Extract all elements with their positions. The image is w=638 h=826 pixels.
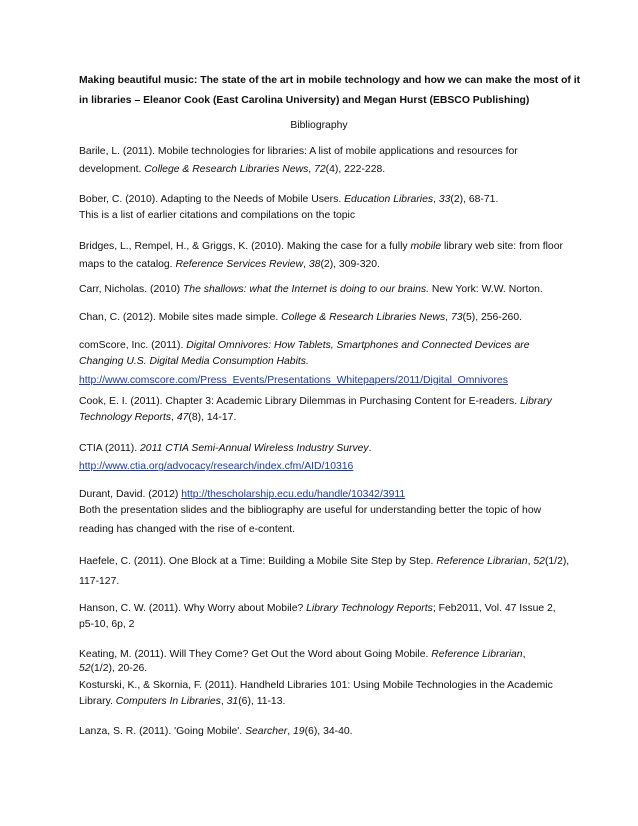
- durant-link[interactable]: http://thescholarship.ecu.edu/handle/10342/3911: [181, 489, 406, 500]
- ctia-link[interactable]: http://www.ctia.org/advocacy/research/index.cfm/AID/10316: [79, 461, 354, 473]
- document-title: [79, 71, 579, 111]
- citation-comscore: comScore, Inc. (2011). Digital Omnivores: How Tablets, Smartphones and Connected Devices are Changing U.S. Digital Media Consumption Habits. http://www.comscore.com/Press_Events/Presentations_Whitepapers/2011/Digital_Omnivores: [79, 340, 530, 386]
- citation-durant: Durant, David. (2012) http://thescholarship.ecu.edu/handle/10342/3911 Both the presentation slides and the bibliography are useful for understanding better the topic of how reading has changed with the rise of e-content.: [79, 489, 542, 535]
- comscore-link[interactable]: http://www.comscore.com/Press_Events/Presentations_Whitepapers/2011/Digital_Omnivores: [79, 374, 508, 386]
- citation-bober: Bober, C. (2010). Adapting to the Needs of Mobile Users. Education Libraries, 33(2), 68-71. This is a list of earlier citations and compilations on the topic: [79, 191, 579, 226]
- citation-ctia: CTIA (2011). 2011 CTIA Semi-Annual Wireless Industry Survey. http://www.ctia.org/advocacy/research/index.cfm/AID/10316: [79, 443, 372, 473]
- title-line-2: in libraries – Eleanor Cook (East Carolina University) and Megan Hurst (EBSCO Publishing): [79, 95, 530, 106]
- citation-keating: Keating, M. (2011). Will They Come? Get Out the Word about Going Mobile. Reference Librarian, 52(1/2), 20-26.: [79, 649, 526, 675]
- citation-lanza: Lanza, S. R. (2011). 'Going Mobile'. Searcher, 19(6), 34-40.: [79, 726, 353, 737]
- bibliography-heading: Bibliography: [290, 120, 348, 131]
- citation-note: This is a list of earlier citations and compilations on the topic: [79, 210, 356, 222]
- citation-carr: Carr, Nicholas. (2010) The shallows: what the Internet is doing to our brains. New York: W.W. Norton.: [79, 284, 543, 295]
- citation-haefele: Haefele, C. (2011). One Block at a Time: Building a Mobile Site Step by Step. Reference Librarian, 52(1/2), 117-127.: [79, 556, 570, 588]
- citation-kosturski: Kosturski, K., & Skornia, F. (2011). Handheld Libraries 101: Using Mobile Technologies in the Academic Library. Computers In Libraries, 31(6), 11-13.: [79, 680, 553, 708]
- citation-cook: Cook, E. I. (2011). Chapter 3: Academic Library Dilemmas in Purchasing Content for E-readers. Library Technology Reports, 47(8), 14-17.: [79, 396, 552, 424]
- title-line-1: Making beautiful music: The state of the art in mobile technology and how we can make the most of it: [79, 75, 581, 86]
- citation-barile: Barile, L. (2011). Mobile technologies for libraries: A list of mobile applications and resources for development. College & Research Libraries News, 72(4), 222-228.: [79, 146, 518, 176]
- citation-hanson: Hanson, C. W. (2011). Why Worry about Mobile? Library Technology Reports; Feb2011, Vol. 47 Issue 2, p5-10, 6p, 2: [79, 603, 556, 631]
- citation-bridges: Bridges, L., Rempel, H., & Griggs, K. (2010). Making the case for a fully mobile library web site: from floor maps to the catalog. Reference Services Review, 38(2), 309-320.: [79, 241, 563, 271]
- citation-chan: Chan, C. (2012). Mobile sites made simple. College & Research Libraries News, 73(5), 256-260.: [79, 312, 522, 323]
